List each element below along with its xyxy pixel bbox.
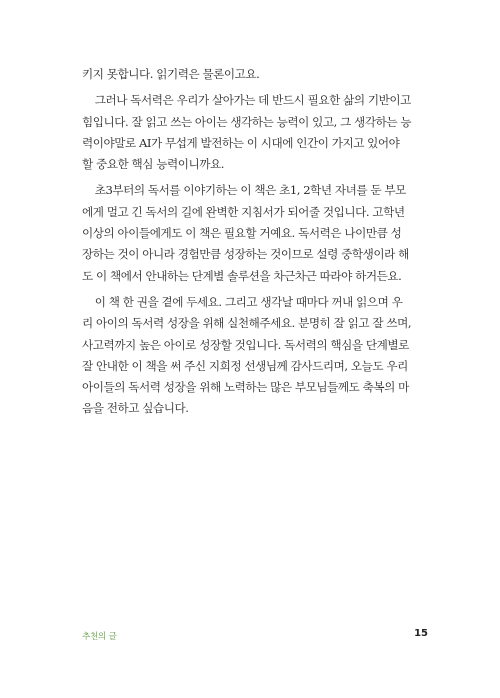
text-line: 리 아이의 독서력 성장을 위해 실천해주세요. 분명히 잘 읽고 잘 쓰며, [82,316,412,331]
page-number: 15 [414,628,428,639]
text-line: 장하는 것이 아니라 경험만큼 성장하는 것이므로 설령 중학생이라 해 [82,247,409,262]
text-line: 잘 안내한 이 책을 써 주신 지희정 선생님께 감사드리며, 오늘도 우리 [82,358,408,373]
text-line: 에게 멀고 긴 독서의 길에 완벽한 지침서가 되어줄 것입니다. 고학년 [82,204,405,219]
text-line: 아이들의 독서력 성장을 위해 노력하는 많은 부모님들께도 축복의 마 [82,380,409,395]
text-line: 할 중요한 핵심 능력이니까요. [82,157,224,172]
text-line: 음을 전하고 싶습니다. [82,401,189,416]
text-line: 력이야말로 AI가 무섭게 발전하는 이 시대에 인간이 가지고 있어야 [82,135,400,150]
text-line: 사고력까지 높은 아이로 성장할 것입니다. 독서력의 핵심을 단계별로 [82,337,409,352]
text-line: 그러나 독서력은 우리가 살아가는 데 반드시 필요한 삶의 기반이고 [94,93,411,108]
text-line: 초3부터의 독서를 이야기하는 이 책은 초1, 2학년 자녀를 둔 부모 [94,183,406,198]
footer-section-title: 추천의 글 [82,632,117,642]
text-line: 도 이 책에서 안내하는 단계별 솔루션을 차근차근 따라야 하거든요. [82,268,402,283]
text-line: 힘입니다. 잘 읽고 쓰는 아이는 생각하는 능력이 있고, 그 생각하는 능 [82,114,412,129]
text-line: 이 책 한 권을 곁에 두세요. 그리고 생각날 때마다 꺼내 읽으며 우 [94,294,403,309]
text-line: 이상의 아이들에게도 이 책은 필요할 거예요. 독서력은 나이만큼 성 [82,226,402,241]
body-text [82,64,434,420]
text-line: 키지 못합니다. 읽기력은 물론이고요. [82,67,260,81]
